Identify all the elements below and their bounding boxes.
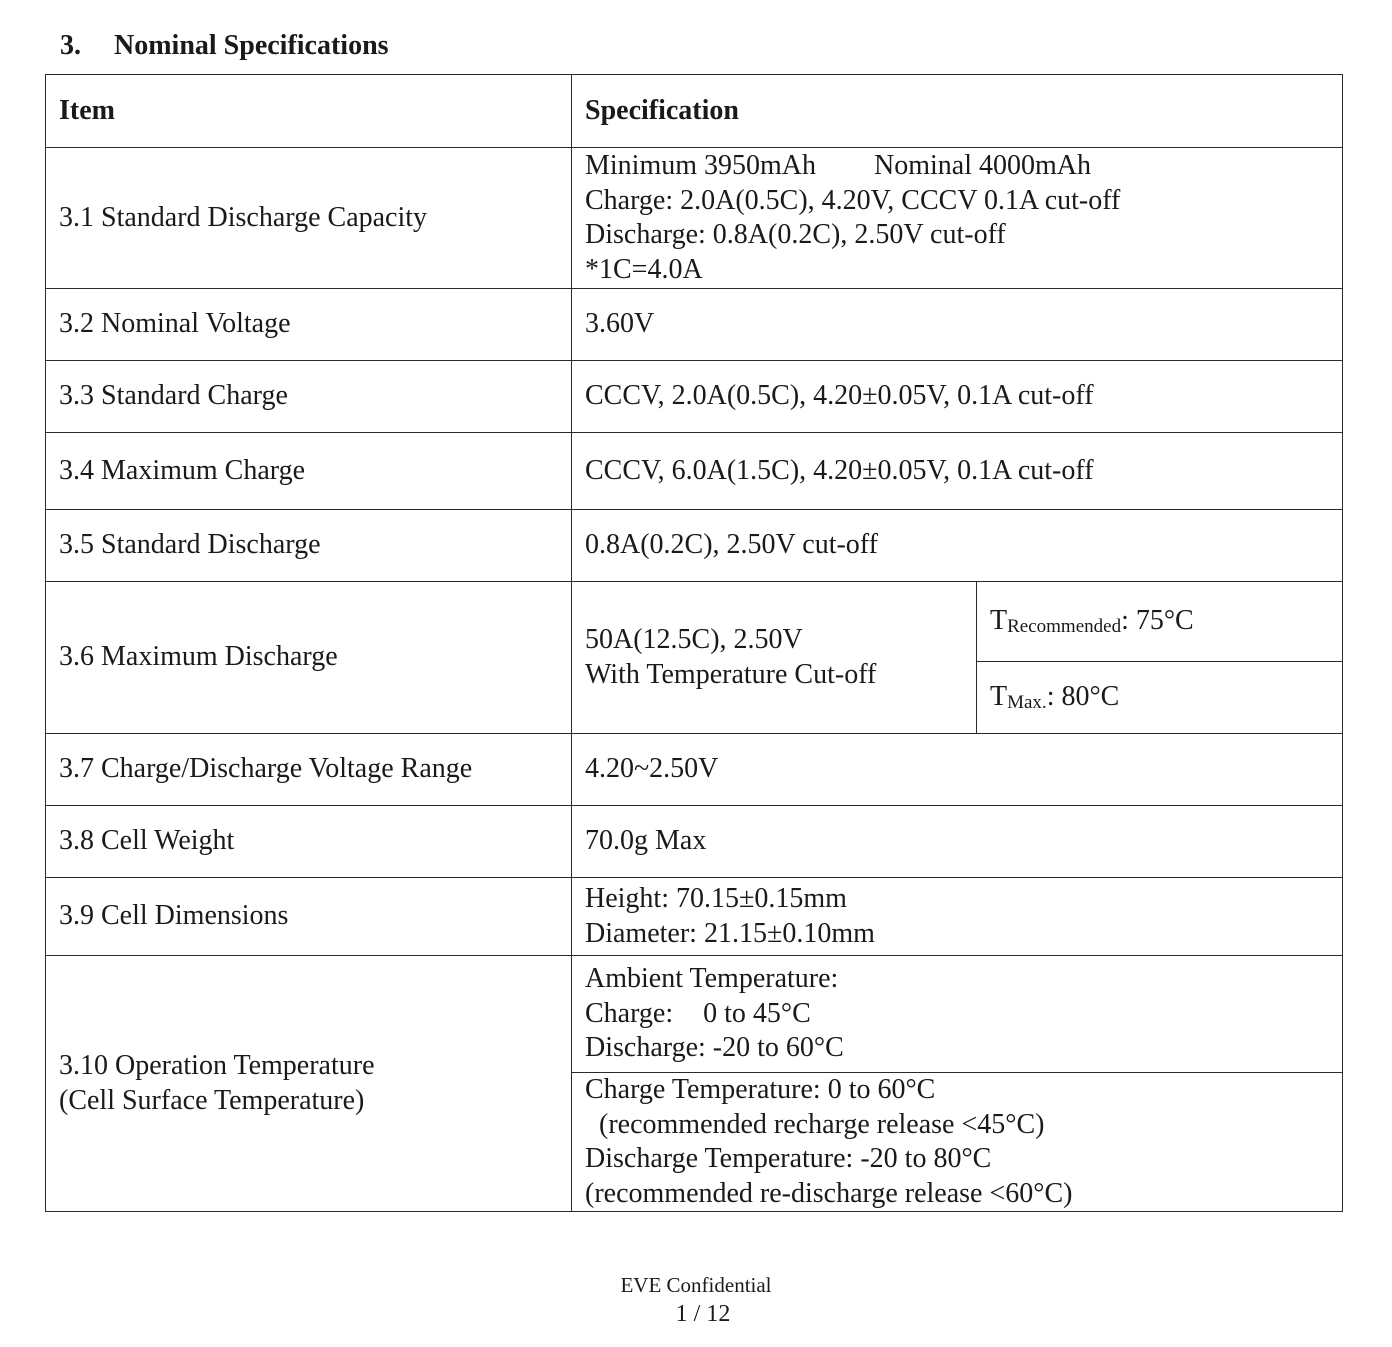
row-item: 3.3 Standard Charge [46, 361, 572, 433]
spec-line: Ambient Temperature: [585, 963, 839, 995]
temp-symbol: T [990, 681, 1008, 713]
spec-minimum-capacity: Minimum 3950mAh [585, 150, 817, 181]
row-item: 3.5 Standard Discharge [46, 510, 572, 582]
row-spec: 3.60V [572, 289, 1343, 361]
temp-value: : 80°C [1046, 681, 1120, 713]
spec-nominal-capacity: Nominal 4000mAh [874, 150, 1092, 181]
table-header-row [46, 75, 1343, 148]
spec-line: Discharge Temperature: -20 to 80°C [585, 1143, 992, 1174]
section-title: Nominal Specifications [114, 30, 389, 61]
ambient-charge-value: 0 to 45°C [703, 997, 811, 1029]
spec-line: 50A(12.5C), 2.50V [585, 624, 803, 655]
row-item: 3.8 Cell Weight [46, 806, 572, 878]
row-spec [572, 878, 1343, 956]
row-spec: CCCV, 6.0A(1.5C), 4.20±0.05V, 0.1A cut-off [572, 433, 1343, 510]
temp-max-cell [977, 662, 1343, 734]
spec-line: Height: 70.15±0.15mm [585, 883, 847, 914]
table-row [46, 956, 1343, 1073]
spec-line: Discharge: -20 to 60°C [585, 1032, 844, 1064]
spec-line: Discharge: 0.8A(0.2C), 2.50V cut-off [585, 219, 1006, 250]
ambient-temperature-cell [572, 956, 1343, 1073]
table-row [46, 433, 1343, 510]
section-heading [60, 30, 389, 62]
table-row [46, 361, 1343, 433]
table-row [46, 878, 1343, 956]
spec-line: (recommended re-discharge release <60°C) [585, 1177, 1073, 1209]
spec-line: Diameter: 21.15±0.10mm [585, 917, 875, 949]
spec-line [585, 149, 1329, 184]
table-row [46, 806, 1343, 878]
temp-recommended-cell [977, 582, 1343, 662]
row-item: 3.7 Charge/Discharge Voltage Range [46, 734, 572, 806]
row-item: 3.9 Cell Dimensions [46, 878, 572, 956]
spec-line [585, 997, 1329, 1032]
spec-line: With Temperature Cut-off [585, 658, 877, 690]
table-row [46, 582, 1343, 662]
section-number: 3. [60, 30, 81, 61]
row-spec: 70.0g Max [572, 806, 1343, 878]
row-spec: 4.20~2.50V [572, 734, 1343, 806]
table-row [46, 734, 1343, 806]
row-item [46, 956, 572, 1212]
row-item: 3.6 Maximum Discharge [46, 582, 572, 734]
row-item: 3.2 Nominal Voltage [46, 289, 572, 361]
item-line: 3.10 Operation Temperature [59, 1050, 375, 1081]
cell-temperature-cell [572, 1073, 1343, 1212]
temp-symbol: T [990, 605, 1008, 637]
header-item: Item [46, 75, 572, 148]
temp-subscript: Recommended [1007, 616, 1122, 638]
nominal-specifications-table [45, 74, 1343, 1212]
row-spec [572, 148, 1343, 289]
row-spec: 0.8A(0.2C), 2.50V cut-off [572, 510, 1343, 582]
row-item: 3.1 Standard Discharge Capacity [46, 148, 572, 289]
spec-line: *1C=4.0A [585, 253, 703, 285]
row-item: 3.4 Maximum Charge [46, 433, 572, 510]
page-number: 1 / 12 [675, 1301, 731, 1327]
table-row [46, 289, 1343, 361]
row-spec [572, 582, 977, 734]
spec-line: Charge: 2.0A(0.5C), 4.20V, CCCV 0.1A cut-off [585, 184, 1121, 216]
row-spec: CCCV, 2.0A(0.5C), 4.20±0.05V, 0.1A cut-off [572, 361, 1343, 433]
spec-line: (recommended recharge release <45°C) [599, 1108, 1045, 1140]
table-row [46, 510, 1343, 582]
table-row [46, 148, 1343, 289]
item-line: (Cell Surface Temperature) [59, 1084, 365, 1116]
spec-line: Charge Temperature: 0 to 60°C [585, 1074, 936, 1105]
header-specification: Specification [572, 75, 1343, 148]
footer-confidential: EVE Confidential [620, 1273, 772, 1297]
temp-value: : 75°C [1121, 605, 1194, 637]
ambient-charge-label: Charge: [585, 997, 674, 1029]
temp-subscript: Max. [1007, 692, 1047, 714]
